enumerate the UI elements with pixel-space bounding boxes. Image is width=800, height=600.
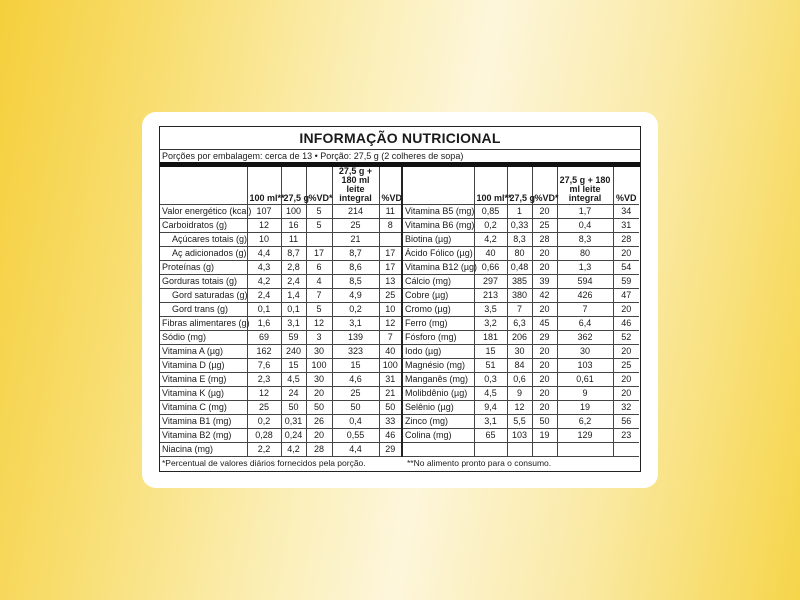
nutrient-value: 107 xyxy=(247,205,281,219)
nutrient-value: 24 xyxy=(281,387,306,401)
nutrient-value: 2,4 xyxy=(247,289,281,303)
nutrient-value: 40 xyxy=(474,247,507,261)
nutrient-name: Cobre (µg) xyxy=(402,289,474,303)
nutrient-value: 54 xyxy=(613,261,639,275)
nutrient-name: Vitamina E (mg) xyxy=(160,373,247,387)
nutrient-name: Manganês (mg) xyxy=(402,373,474,387)
nutrient-value: 3,2 xyxy=(474,317,507,331)
nutrient-value: 20 xyxy=(532,401,557,415)
nutrient-value: 12 xyxy=(379,317,402,331)
nutrient-value: 4,4 xyxy=(247,247,281,261)
nutrient-value: 20 xyxy=(532,345,557,359)
nutrient-value: 0,61 xyxy=(557,373,613,387)
table-row xyxy=(160,247,639,261)
nutrient-value: 7 xyxy=(379,331,402,345)
nutrient-value: 33 xyxy=(379,415,402,429)
nutrient-value: 0,1 xyxy=(247,303,281,317)
nutrient-value: 0,4 xyxy=(557,219,613,233)
nutrient-value: 0,28 xyxy=(247,429,281,443)
nutrient-value: 9 xyxy=(557,387,613,401)
empty-cell xyxy=(402,443,474,457)
nutrient-value: 380 xyxy=(507,289,532,303)
nutrient-value: 65 xyxy=(474,429,507,443)
nutrient-value: 4,2 xyxy=(474,233,507,247)
nutrient-name: Ferro (mg) xyxy=(402,317,474,331)
nutrient-value: 56 xyxy=(613,415,639,429)
nutrient-value: 25 xyxy=(332,387,379,401)
nutrient-value: 4,9 xyxy=(332,289,379,303)
nutrient-value: 5 xyxy=(306,205,332,219)
nutrient-name: Valor energético (kcal) xyxy=(160,205,247,219)
header-100ml-right: 100 ml** xyxy=(474,167,507,205)
table-row xyxy=(160,261,639,275)
nutrient-value: 4,5 xyxy=(474,387,507,401)
empty-cell xyxy=(613,443,639,457)
table-row xyxy=(160,331,639,345)
table-row xyxy=(160,443,639,457)
nutrient-value: 20 xyxy=(613,373,639,387)
nutrient-name: Vitamina B6 (mg) xyxy=(402,219,474,233)
nutrient-name: Cálcio (mg) xyxy=(402,275,474,289)
nutrient-value: 3 xyxy=(306,331,332,345)
nutrient-value: 10 xyxy=(379,303,402,317)
nutrient-name: Cromo (µg) xyxy=(402,303,474,317)
nutrient-name: Molibdênio (µg) xyxy=(402,387,474,401)
nutrient-value: 12 xyxy=(247,387,281,401)
nutrient-value: 11 xyxy=(281,233,306,247)
nutrient-value: 8,3 xyxy=(557,233,613,247)
nutrient-value: 1 xyxy=(507,205,532,219)
nutrition-facts-label xyxy=(159,126,641,472)
nutrient-value: 13 xyxy=(379,275,402,289)
header-portion-right: 27,5 g xyxy=(507,167,532,205)
nutrient-name: Vitamina A (µg) xyxy=(160,345,247,359)
nutrient-value: 17 xyxy=(306,247,332,261)
nutrient-value: 20 xyxy=(532,387,557,401)
nutrient-value: 0,31 xyxy=(281,415,306,429)
nutrient-name: Gord trans (g) xyxy=(160,303,247,317)
nutrient-value: 20 xyxy=(613,303,639,317)
nutrient-value: 11 xyxy=(379,205,402,219)
nutrient-value: 3,1 xyxy=(474,415,507,429)
nutrient-value: 8,5 xyxy=(332,275,379,289)
nutrient-value: 6 xyxy=(306,261,332,275)
header-vd-milk: %VD xyxy=(379,167,402,205)
nutrient-value: 19 xyxy=(532,429,557,443)
nutrient-value: 0,2 xyxy=(247,415,281,429)
header-blank-left xyxy=(160,167,247,205)
nutrient-value: 47 xyxy=(613,289,639,303)
nutrient-value: 6,4 xyxy=(557,317,613,331)
nutrient-value: 0,33 xyxy=(507,219,532,233)
nutrient-value: 30 xyxy=(557,345,613,359)
nutrient-value: 7 xyxy=(507,303,532,317)
nutrient-value: 12 xyxy=(507,401,532,415)
table-row xyxy=(160,345,639,359)
nutrient-value: 100 xyxy=(306,359,332,373)
nutrient-value: 0,2 xyxy=(474,219,507,233)
nutrient-value: 31 xyxy=(613,219,639,233)
nutrient-value: 3,5 xyxy=(474,303,507,317)
nutrient-name: Vitamina B12 (µg) xyxy=(402,261,474,275)
nutrient-value: 4,2 xyxy=(281,443,306,457)
nutrient-value: 34 xyxy=(613,205,639,219)
table-row xyxy=(160,401,639,415)
label-title: INFORMAÇÃO NUTRICIONAL xyxy=(160,127,640,150)
nutrient-value: 9,4 xyxy=(474,401,507,415)
nutrient-name: Colina (mg) xyxy=(402,429,474,443)
header-portion: 27,5 g xyxy=(281,167,306,205)
nutrient-value: 28 xyxy=(613,233,639,247)
nutrient-value: 1,4 xyxy=(281,289,306,303)
nutrient-value: 323 xyxy=(332,345,379,359)
nutrient-value: 20 xyxy=(532,373,557,387)
nutrient-value: 6,3 xyxy=(507,317,532,331)
nutrient-value: 7 xyxy=(306,289,332,303)
header-portion-milk-right: 27,5 g + 180 ml leite integral xyxy=(557,167,613,205)
nutrient-value: 10 xyxy=(247,233,281,247)
nutrient-value: 20 xyxy=(613,387,639,401)
nutrient-value: 385 xyxy=(507,275,532,289)
nutrient-value: 3,1 xyxy=(281,317,306,331)
nutrient-value: 181 xyxy=(474,331,507,345)
nutrient-value: 25 xyxy=(613,359,639,373)
nutrient-value: 8,3 xyxy=(507,233,532,247)
nutrient-value: 32 xyxy=(613,401,639,415)
nutrient-value: 52 xyxy=(613,331,639,345)
nutrient-value: 50 xyxy=(332,401,379,415)
nutrient-value: 59 xyxy=(281,331,306,345)
table-row xyxy=(160,303,639,317)
nutrient-value: 0,85 xyxy=(474,205,507,219)
nutrient-value: 59 xyxy=(613,275,639,289)
nutrient-value: 30 xyxy=(306,373,332,387)
nutrient-value: 25 xyxy=(532,219,557,233)
nutrient-value: 297 xyxy=(474,275,507,289)
nutrient-value: 1,7 xyxy=(557,205,613,219)
nutrient-value: 0,55 xyxy=(332,429,379,443)
nutrient-value: 80 xyxy=(507,247,532,261)
nutrient-value: 0,1 xyxy=(281,303,306,317)
nutrient-value: 20 xyxy=(306,387,332,401)
nutrient-value: 12 xyxy=(306,317,332,331)
nutrient-value: 8,6 xyxy=(332,261,379,275)
nutrient-value: 2,2 xyxy=(247,443,281,457)
nutrient-value: 29 xyxy=(379,443,402,457)
nutrient-value: 28 xyxy=(532,233,557,247)
table-row xyxy=(160,233,639,247)
nutrient-value: 16 xyxy=(281,219,306,233)
nutrient-value: 4,6 xyxy=(332,373,379,387)
nutrient-name: Niacina (mg) xyxy=(160,443,247,457)
nutrient-value: 1,3 xyxy=(557,261,613,275)
nutrient-name: Zinco (mg) xyxy=(402,415,474,429)
nutrient-value: 214 xyxy=(332,205,379,219)
nutrient-value: 30 xyxy=(306,345,332,359)
nutrient-value: 4,2 xyxy=(247,275,281,289)
nutrient-name: Vitamina B1 (mg) xyxy=(160,415,247,429)
nutrient-value: 3,1 xyxy=(332,317,379,331)
table-row xyxy=(160,387,639,401)
nutrient-value: 206 xyxy=(507,331,532,345)
table-row xyxy=(160,429,639,443)
nutrient-value: 5,5 xyxy=(507,415,532,429)
nutrient-value: 26 xyxy=(306,415,332,429)
nutrient-value: 362 xyxy=(557,331,613,345)
nutrient-value: 7,6 xyxy=(247,359,281,373)
nutrient-value: 100 xyxy=(281,205,306,219)
nutrient-value: 0,24 xyxy=(281,429,306,443)
nutrient-name: Vitamina K (µg) xyxy=(160,387,247,401)
nutrient-name: Carboidratos (g) xyxy=(160,219,247,233)
nutrient-value: 50 xyxy=(379,401,402,415)
nutrient-name: Vitamina D (µg) xyxy=(160,359,247,373)
nutrient-value: 0,48 xyxy=(507,261,532,275)
nutrient-value: 8 xyxy=(379,219,402,233)
nutrient-value: 28 xyxy=(306,443,332,457)
footnotes xyxy=(160,457,640,469)
nutrient-value: 69 xyxy=(247,331,281,345)
nutrient-name: Açúcares totais (g) xyxy=(160,233,247,247)
nutrient-value: 15 xyxy=(281,359,306,373)
nutrient-value: 39 xyxy=(532,275,557,289)
nutrient-value: 103 xyxy=(507,429,532,443)
nutrient-name: Aç adicionados (g) xyxy=(160,247,247,261)
nutrient-name: Sódio (mg) xyxy=(160,331,247,345)
nutrient-value: 25 xyxy=(332,219,379,233)
nutrient-value: 50 xyxy=(306,401,332,415)
table-row xyxy=(160,317,639,331)
nutrient-value: 15 xyxy=(474,345,507,359)
nutrient-value: 40 xyxy=(379,345,402,359)
empty-cell xyxy=(532,443,557,457)
nutrient-value: 5 xyxy=(306,219,332,233)
nutrient-name: Fibras alimentares (g) xyxy=(160,317,247,331)
header-vd-milk-right: %VD xyxy=(613,167,639,205)
nutrition-table xyxy=(160,167,639,457)
nutrient-value: 1,6 xyxy=(247,317,281,331)
nutrient-value: 21 xyxy=(332,233,379,247)
table-row xyxy=(160,275,639,289)
nutrient-name: Ácido Fólico (µg) xyxy=(402,247,474,261)
nutrient-value: 4,5 xyxy=(281,373,306,387)
table-row xyxy=(160,289,639,303)
nutrient-value: 0,6 xyxy=(507,373,532,387)
nutrient-value: 2,8 xyxy=(281,261,306,275)
nutrient-value: 0,4 xyxy=(332,415,379,429)
table-row xyxy=(160,359,639,373)
nutrient-value: 213 xyxy=(474,289,507,303)
nutrient-value: 20 xyxy=(532,205,557,219)
empty-cell xyxy=(507,443,532,457)
nutrient-name: Gorduras totais (g) xyxy=(160,275,247,289)
nutrient-value: 103 xyxy=(557,359,613,373)
nutrient-value: 4,3 xyxy=(247,261,281,275)
nutrient-name: Gord saturadas (g) xyxy=(160,289,247,303)
nutrient-name: Vitamina B2 (mg) xyxy=(160,429,247,443)
nutrient-value: 19 xyxy=(557,401,613,415)
nutrient-value: 25 xyxy=(379,289,402,303)
nutrient-value: 29 xyxy=(532,331,557,345)
nutrient-name: Vitamina C (mg) xyxy=(160,401,247,415)
nutrient-value: 162 xyxy=(247,345,281,359)
nutrient-value: 594 xyxy=(557,275,613,289)
nutrient-value: 0,2 xyxy=(332,303,379,317)
nutrient-value: 46 xyxy=(379,429,402,443)
nutrient-value: 20 xyxy=(532,261,557,275)
nutrient-value: 21 xyxy=(379,387,402,401)
nutrient-value: 4 xyxy=(306,275,332,289)
nutrient-name: Selênio (µg) xyxy=(402,401,474,415)
nutrient-name: Iodo (µg) xyxy=(402,345,474,359)
nutrient-value: 139 xyxy=(332,331,379,345)
nutrient-value: 50 xyxy=(281,401,306,415)
nutrient-value: 0,3 xyxy=(474,373,507,387)
nutrient-name: Biotina (µg) xyxy=(402,233,474,247)
nutrient-name: Vitamina B5 (mg) xyxy=(402,205,474,219)
empty-cell xyxy=(474,443,507,457)
nutrient-value: 7 xyxy=(557,303,613,317)
nutrient-name: Fósforo (mg) xyxy=(402,331,474,345)
table-row xyxy=(160,219,639,233)
nutrient-value: 25 xyxy=(247,401,281,415)
nutrient-value: 2,4 xyxy=(281,275,306,289)
nutrient-value: 20 xyxy=(613,345,639,359)
nutrient-value: 8,7 xyxy=(281,247,306,261)
nutrient-value: 84 xyxy=(507,359,532,373)
nutrient-value: 6,2 xyxy=(557,415,613,429)
nutrient-name: Magnésio (mg) xyxy=(402,359,474,373)
table-row xyxy=(160,205,639,219)
nutrient-value: 20 xyxy=(613,247,639,261)
nutrient-value: 12 xyxy=(247,219,281,233)
nutrient-value: 31 xyxy=(379,373,402,387)
nutrient-value: 80 xyxy=(557,247,613,261)
nutrient-value: 4,4 xyxy=(332,443,379,457)
table-row xyxy=(160,373,639,387)
nutrient-value: 426 xyxy=(557,289,613,303)
nutrient-value: 15 xyxy=(332,359,379,373)
nutrient-value: 2,3 xyxy=(247,373,281,387)
footnote-vd: *Percentual de valores diários fornecidos pela porção. xyxy=(162,458,366,468)
nutrient-value xyxy=(379,233,402,247)
footnote-ready: **No alimento pronto para o consumo. xyxy=(407,458,552,468)
header-vd: %VD* xyxy=(306,167,332,205)
nutrient-value: 20 xyxy=(532,247,557,261)
nutrient-value: 9 xyxy=(507,387,532,401)
nutrient-value: 50 xyxy=(532,415,557,429)
nutrient-value: 0,66 xyxy=(474,261,507,275)
nutrient-value: 20 xyxy=(532,359,557,373)
empty-cell xyxy=(557,443,613,457)
header-100ml: 100 ml** xyxy=(247,167,281,205)
nutrient-name: Proteínas (g) xyxy=(160,261,247,275)
nutrient-value: 240 xyxy=(281,345,306,359)
nutrient-value: 20 xyxy=(532,303,557,317)
nutrient-value: 17 xyxy=(379,261,402,275)
nutrient-value: 129 xyxy=(557,429,613,443)
nutrient-value: 30 xyxy=(507,345,532,359)
table-row xyxy=(160,415,639,429)
header-vd-right: %VD* xyxy=(532,167,557,205)
nutrient-value: 8,7 xyxy=(332,247,379,261)
nutrient-value: 45 xyxy=(532,317,557,331)
nutrient-value: 46 xyxy=(613,317,639,331)
portion-info: Porções por embalagem: cerca de 13 • Porção: 27,5 g (2 colheres de sopa) xyxy=(160,150,640,167)
nutrient-value: 100 xyxy=(379,359,402,373)
nutrient-value: 42 xyxy=(532,289,557,303)
table-header-row xyxy=(160,167,639,205)
header-portion-milk: 27,5 g + 180 ml leite integral xyxy=(332,167,379,205)
nutrient-value: 17 xyxy=(379,247,402,261)
header-blank-right xyxy=(402,167,474,205)
nutrient-value xyxy=(306,233,332,247)
nutrient-value: 23 xyxy=(613,429,639,443)
nutrient-value: 51 xyxy=(474,359,507,373)
nutrient-value: 20 xyxy=(306,429,332,443)
nutrient-value: 5 xyxy=(306,303,332,317)
